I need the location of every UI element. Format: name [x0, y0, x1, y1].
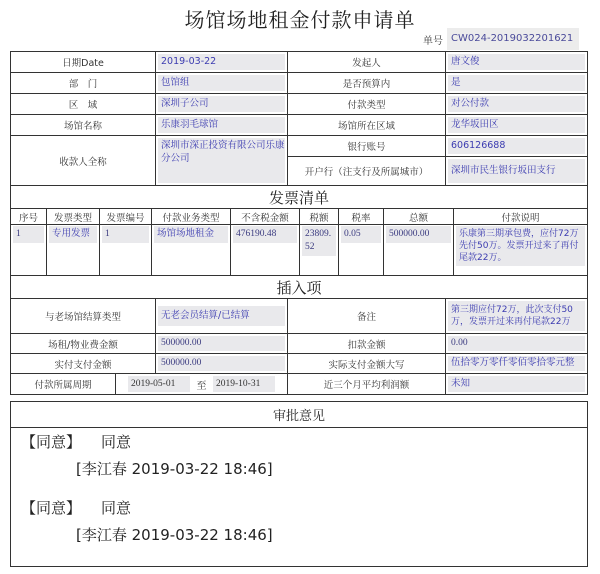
- approval-comment: 同意: [101, 433, 132, 451]
- field-payment-type[interactable]: [445, 93, 588, 115]
- label-payment-period: 付款所属周期: [10, 373, 116, 395]
- field-date-value: 2019-03-22: [158, 54, 285, 70]
- field-bank-account[interactable]: [445, 135, 588, 157]
- label-paid-amount: 实付支付金额: [10, 353, 156, 374]
- cell-total: 500000.00: [386, 226, 451, 243]
- cell-seq: 1: [13, 226, 44, 243]
- field-avg-profit-value: 未知: [448, 376, 585, 392]
- approval-list: [10, 427, 588, 567]
- label-payment-type: 付款类型: [287, 93, 446, 115]
- field-settlement-type[interactable]: [155, 298, 288, 334]
- label-payee: 收款人全称: [10, 135, 156, 186]
- field-paid-amount-value: 500000.00: [158, 356, 285, 371]
- label-venue-name: 场馆名称: [10, 114, 156, 136]
- field-region-value: 深圳子公司: [158, 96, 285, 112]
- insert-section-title: 插入项: [10, 275, 588, 299]
- field-remarks[interactable]: [445, 298, 588, 334]
- col-header-invoice-no: 发票编号: [99, 208, 152, 225]
- field-initiator-value: 唐文俊: [448, 54, 585, 70]
- invoice-section-title: 发票清单: [10, 185, 588, 209]
- label-department: 部 门: [10, 72, 156, 94]
- cell-amount-ex-tax: 476190.48: [233, 226, 297, 243]
- field-in-budget[interactable]: [445, 72, 588, 94]
- label-in-budget: 是否预算内: [287, 72, 446, 94]
- payment-period-range: [115, 373, 288, 395]
- approval-section-title: 审批意见: [10, 401, 588, 428]
- cell-invoice-no: 1: [102, 226, 149, 243]
- field-amount-in-words-value: 伍拾零万零仟零佰零拾零元整: [448, 356, 585, 371]
- col-header-amount-ex-tax: 不含税金额: [230, 208, 300, 225]
- label-avg-profit: 近三个月平均利润额: [287, 373, 446, 395]
- label-date: 日期Date: [10, 51, 156, 73]
- doc-number: [423, 28, 579, 50]
- table-row-tax[interactable]: [299, 224, 339, 276]
- field-in-budget-value: 是: [448, 75, 585, 91]
- label-deduction: 扣款金额: [287, 333, 446, 354]
- label-bank-branch: 开户行（注支行及所属城市）: [287, 156, 446, 186]
- period-to-label: 至: [196, 380, 207, 392]
- field-deduction-value: 0.00: [448, 336, 585, 351]
- label-venue-district: 场馆所在区域: [287, 114, 446, 136]
- table-row-invoice-type[interactable]: [46, 224, 100, 276]
- cell-tax: 23809.52: [302, 226, 336, 256]
- table-row-amount-ex-tax[interactable]: [230, 224, 300, 276]
- field-rent-amount-value: 500000.00: [158, 336, 285, 351]
- cell-description: 乐康第三期承包费，应付72万先付50万。发票开过来了再付尾款22万。: [456, 226, 585, 266]
- label-region: 区 域: [10, 93, 156, 115]
- field-department-value: 包馆组: [158, 75, 285, 91]
- field-remarks-value: 第三期应付72万，此次支付50万，发票开过来再付尾款22万: [448, 301, 585, 331]
- label-bank-account: 银行账号: [287, 135, 446, 157]
- col-header-description: 付款说明: [453, 208, 588, 225]
- table-row-seq[interactable]: [10, 224, 47, 276]
- table-row-business-type[interactable]: [151, 224, 231, 276]
- col-header-tax-rate: 税率: [338, 208, 384, 225]
- approval-entry: [21, 497, 273, 545]
- label-remarks: 备注: [287, 298, 446, 334]
- col-header-seq: 序号: [10, 208, 47, 225]
- field-deduction[interactable]: [445, 333, 588, 354]
- field-bank-branch-value: 深圳市民生银行坂田支行: [448, 159, 585, 183]
- approval-signature: [李江春 2019-03-22 18:46]: [76, 526, 273, 544]
- field-payment-type-value: 对公付款: [448, 96, 585, 112]
- period-end-field[interactable]: 2019-10-31: [213, 376, 275, 392]
- field-avg-profit[interactable]: [445, 373, 588, 395]
- col-header-total: 总额: [383, 208, 454, 225]
- label-rent-amount: 场租/物业费金额: [10, 333, 156, 354]
- doc-number-label: 单号: [423, 35, 443, 47]
- doc-number-value: CW024-2019032201621: [447, 28, 579, 50]
- field-payee[interactable]: [155, 135, 288, 186]
- cell-invoice-type: 专用发票: [49, 226, 97, 243]
- field-venue-district[interactable]: [445, 114, 588, 136]
- table-row-description[interactable]: [453, 224, 588, 276]
- table-row-total[interactable]: [383, 224, 454, 276]
- col-header-tax: 税额: [299, 208, 339, 225]
- field-amount-in-words[interactable]: [445, 353, 588, 374]
- table-row-invoice-no[interactable]: [99, 224, 152, 276]
- approval-signature: [李江春 2019-03-22 18:46]: [76, 460, 273, 478]
- approval-result: 【同意】: [21, 433, 82, 451]
- label-amount-in-words: 实际支付金额大写: [287, 353, 446, 374]
- field-bank-account-value: 606126688: [448, 138, 585, 154]
- field-department[interactable]: [155, 72, 288, 94]
- field-bank-branch[interactable]: [445, 156, 588, 186]
- field-region[interactable]: [155, 93, 288, 115]
- field-settlement-type-value: 无老会员结算/已结算: [158, 306, 285, 326]
- approval-result: 【同意】: [21, 499, 82, 517]
- cell-tax-rate: 0.05: [341, 226, 381, 243]
- field-date[interactable]: [155, 51, 288, 73]
- approval-comment: 同意: [101, 499, 132, 517]
- field-initiator[interactable]: [445, 51, 588, 73]
- approval-entry: [21, 431, 273, 479]
- label-initiator: 发起人: [287, 51, 446, 73]
- field-payee-value: 深圳市深正投资有限公司乐康分公司: [158, 138, 285, 183]
- label-settlement-type: 与老场馆结算类型: [10, 298, 156, 334]
- field-venue-district-value: 龙华坂田区: [448, 117, 585, 133]
- field-venue-name[interactable]: [155, 114, 288, 136]
- col-header-business-type: 付款业务类型: [151, 208, 231, 225]
- field-venue-name-value: 乐康羽毛球馆: [158, 117, 285, 133]
- page-title: 场馆场地租金付款申请单: [184, 8, 416, 32]
- table-row-tax-rate[interactable]: [338, 224, 384, 276]
- period-start-field[interactable]: 2019-05-01: [128, 376, 190, 392]
- field-rent-amount[interactable]: [155, 333, 288, 354]
- cell-business-type: 场馆场地租金: [154, 226, 228, 243]
- col-header-invoice-type: 发票类型: [46, 208, 100, 225]
- field-paid-amount[interactable]: [155, 353, 288, 374]
